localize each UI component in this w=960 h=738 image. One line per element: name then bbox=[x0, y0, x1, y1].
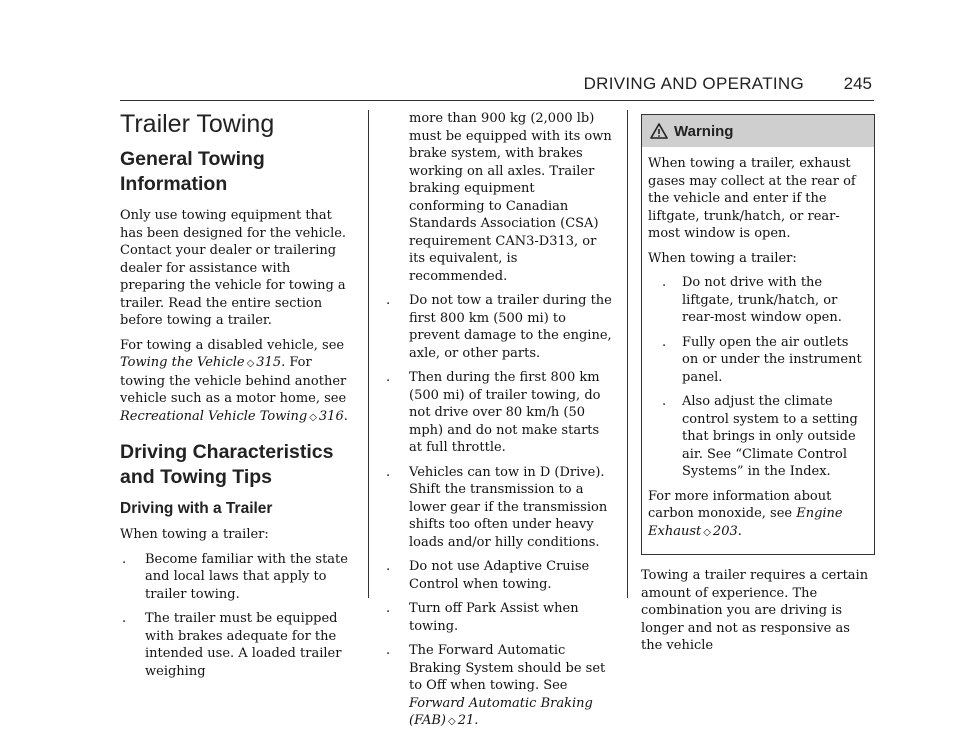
column-3 bbox=[641, 110, 875, 662]
page-header bbox=[120, 72, 874, 101]
list-item: . Vehicles can tow in D (Drive). Shift the transmission to a lower gear if the transmission shifts too often under heavy loads and/or hilly conditions. bbox=[386, 464, 608, 550]
warning-box bbox=[641, 114, 875, 555]
chapter-title: Trailer Towing bbox=[120, 110, 275, 138]
warning-title: Warning bbox=[674, 122, 734, 140]
bullet-icon: . bbox=[386, 464, 391, 480]
list-item: . Also adjust the climate control system to a setting that brings in only outside air. See “Climate Control Systems” in the Index. bbox=[662, 394, 858, 479]
page-ref[interactable]: 21 bbox=[457, 713, 475, 728]
page-ref-icon: ◇ bbox=[703, 526, 711, 538]
heading-driving-characteristics: Driving Characteristics and Towing Tips bbox=[120, 441, 334, 488]
list-item: . Do not drive with the liftgate, trunk/hatch, or rear-most window open. bbox=[662, 275, 842, 325]
warning-header bbox=[642, 115, 874, 147]
column-2 bbox=[384, 110, 614, 738]
bullet-icon: . bbox=[386, 643, 391, 658]
list-item: . Do not use Adaptive Cruise Control when towing. bbox=[386, 559, 590, 592]
bullet-icon: . bbox=[122, 551, 127, 567]
bullet-icon: . bbox=[386, 601, 391, 616]
column-1 bbox=[120, 110, 358, 687]
warning-icon bbox=[650, 123, 668, 139]
list-item: . Turn off Park Assist when towing. bbox=[386, 601, 579, 634]
page-number: 245 bbox=[843, 74, 872, 93]
bullet-icon: . bbox=[122, 611, 127, 626]
reference-link[interactable]: Towing the Vehicle bbox=[120, 355, 245, 370]
list-item: . Do not tow a trailer during the first 800 km (500 mi) to prevent damage to the engine, axle, or other parts. bbox=[386, 293, 612, 361]
page-ref[interactable]: 203 bbox=[712, 523, 738, 539]
bullet-icon: . bbox=[662, 334, 667, 350]
list-item: . Then during the first 800 km (500 mi) of trailer towing, do not drive over 80 km/h (50 mph) and do not make starts at full throttle. bbox=[386, 370, 601, 455]
reference-link[interactable]: Forward Automatic Braking (FAB) bbox=[409, 695, 593, 728]
paragraph: When towing a trailer, exhaust gases may collect at the rear of the vehicle and enter if the liftgate, trunk/hatch, or rear-most window is open. bbox=[648, 156, 856, 241]
reference-link[interactable]: Recreational Vehicle Towing bbox=[120, 408, 308, 424]
bullet-icon: . bbox=[662, 394, 667, 409]
paragraph: When towing a trailer: bbox=[120, 527, 269, 542]
list-item: . The trailer must be equipped with brakes adequate for the intended use. A loaded trailer weighing bbox=[122, 611, 342, 679]
list-item: . Become familiar with the state and local laws that apply to trailer towing. bbox=[122, 551, 348, 602]
bullet-icon: . bbox=[386, 370, 391, 385]
page-ref[interactable]: 315 bbox=[256, 355, 282, 370]
paragraph: When towing a trailer: bbox=[648, 250, 797, 266]
page-ref-icon: ◇ bbox=[447, 716, 456, 727]
heading-general-towing: General Towing Information bbox=[120, 148, 265, 195]
column-divider bbox=[368, 110, 369, 598]
bullet-icon: . bbox=[662, 275, 667, 290]
list-item: . Fully open the air outlets on or under the instrument panel. bbox=[662, 334, 862, 385]
page-ref[interactable]: 316 bbox=[318, 408, 344, 424]
heading-driving-with-trailer: Driving with a Trailer bbox=[120, 500, 273, 517]
reference-link[interactable]: Engine Exhaust bbox=[648, 506, 843, 539]
list-item: . The Forward Automatic Braking System should be set to Off when towing. See Forward Automatic Braking (FAB) ◇ 21. bbox=[386, 643, 606, 728]
section-title: DRIVING AND OPERATING bbox=[583, 74, 804, 93]
warning-body bbox=[642, 147, 874, 554]
column-divider bbox=[627, 110, 628, 598]
paragraph-references: For towing a disabled vehicle, see Towing the Vehicle ◇ 315. For towing the vehicle behind another vehicle such as a motor home, see Recreational Vehicle Towing ◇ 316. bbox=[120, 337, 348, 424]
paragraph-continued: more than 900 kg (2,000 lb) must be equipped with its own brake system, with brakes working on all axles. Trailer braking equipment conforming to Canadian Standards Association (CSA) requirement CAN3-D313, or its equivalent, is recommended. bbox=[409, 111, 612, 284]
bullet-icon: . bbox=[386, 559, 391, 574]
bullet-icon: . bbox=[386, 293, 391, 308]
paragraph: Only use towing equipment that has been designed for the vehicle. Contact your dealer or trailering dealer for assistance with preparing the vehicle for towing a trailer. Read the entire section before towing a trailer. bbox=[120, 208, 347, 328]
paragraph: Towing a trailer requires a certain amount of experience. The combination you are driving is longer and not as responsive as the vehicle bbox=[641, 568, 869, 653]
page-ref-icon: ◇ bbox=[309, 411, 317, 423]
paragraph-references: For more information about carbon monoxide, see Engine Exhaust ◇ 203. bbox=[648, 488, 843, 539]
page-ref-icon: ◇ bbox=[246, 358, 255, 369]
